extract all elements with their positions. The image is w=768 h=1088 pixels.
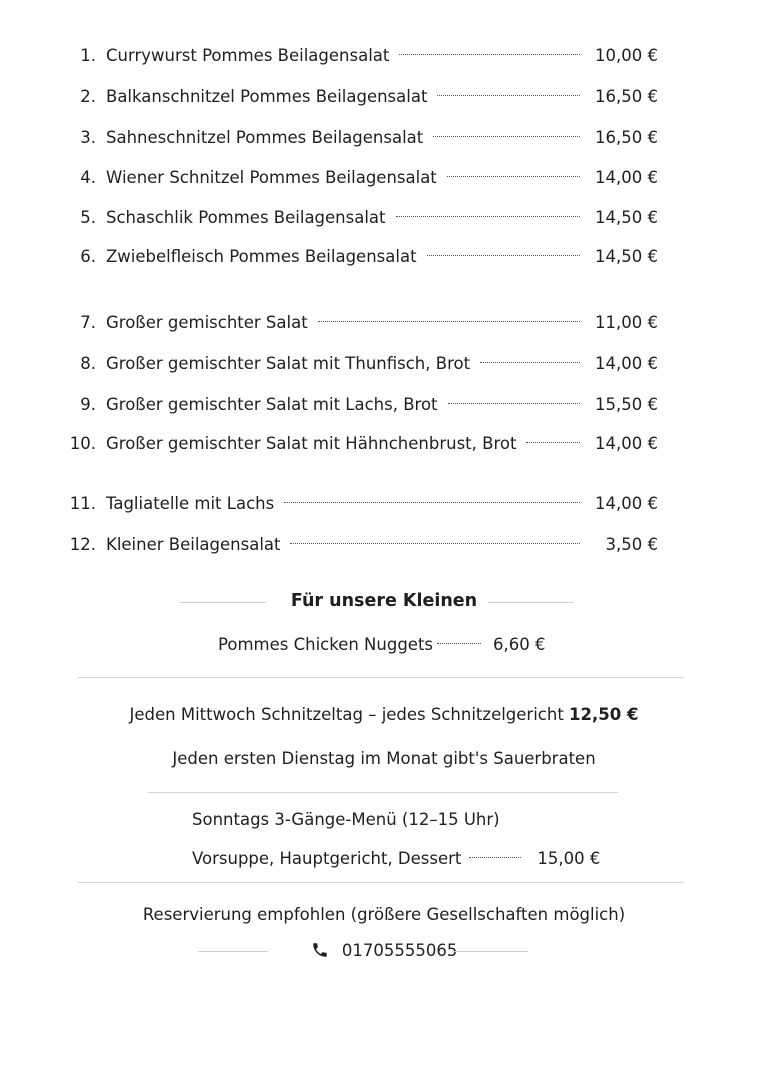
item-price: 14,50 € (595, 208, 658, 227)
dot-leader (399, 37, 580, 61)
menu-item-10 (66, 425, 658, 453)
item-name: Currywurst Pommes Beilagensalat (106, 46, 390, 65)
tuesday-special: Jeden ersten Dienstag im Monat gibt's Sauerbraten (172, 749, 596, 768)
item-price: 14,50 € (595, 247, 658, 266)
item-price: 15,50 € (595, 395, 658, 414)
kids-section-title: Für unsere Kleinen (290, 591, 478, 611)
dot-leader (526, 425, 580, 449)
kids-item-name: Pommes Chicken Nuggets (218, 635, 434, 654)
dot-leader (284, 485, 580, 509)
phone-icon (311, 941, 329, 959)
phone-number[interactable]: 01705555065 (341, 941, 458, 960)
dot-leader (290, 526, 580, 550)
sunday-menu-title: Sonntags 3-Gänge-Menü (12–15 Uhr) (192, 810, 500, 829)
item-name: Kleiner Beilagensalat (106, 535, 281, 554)
dot-leader (480, 345, 580, 369)
dot-leader (437, 78, 580, 102)
item-number: 7. (80, 313, 96, 332)
item-name: Großer gemischter Salat mit Thunfisch, Brot (106, 354, 471, 373)
sunday-menu-courses (192, 840, 601, 868)
menu-item-12 (66, 526, 658, 554)
item-number: 3. (80, 128, 96, 147)
kids-item (218, 626, 546, 654)
item-price: 10,00 € (595, 46, 658, 65)
item-price: 14,00 € (595, 354, 658, 373)
item-number: 9. (80, 395, 96, 414)
item-number: 10. (69, 434, 96, 453)
item-name: Großer gemischter Salat (106, 313, 308, 332)
wednesday-special (0, 703, 768, 727)
item-number: 2. (80, 87, 96, 106)
dot-leader (437, 626, 481, 650)
dot-leader (396, 199, 580, 223)
dot-leader (448, 386, 580, 410)
item-number: 6. (80, 247, 96, 266)
dot-leader (469, 840, 521, 864)
item-name: Tagliatelle mit Lachs (106, 494, 275, 513)
item-price: 11,00 € (595, 313, 658, 332)
wednesday-special-price: 12,50 € (569, 705, 639, 724)
menu-item-8 (66, 345, 658, 373)
divider (78, 677, 684, 678)
menu-item-4 (66, 159, 658, 187)
sunday-menu-price: 15,00 € (537, 849, 601, 868)
dot-leader (447, 159, 580, 183)
item-number: 1. (80, 46, 96, 65)
item-price: 14,00 € (595, 168, 658, 187)
sunday-courses-text: Vorsuppe, Hauptgericht, Dessert (192, 849, 462, 868)
menu-item-1 (66, 37, 658, 65)
menu-item-7 (66, 304, 658, 332)
reservation-note: Reservierung empfohlen (größere Gesellschaften möglich) (142, 905, 626, 924)
wednesday-special-text: Jeden Mittwoch Schnitzeltag – jedes Schnitzelgericht (129, 705, 564, 724)
item-name: Großer gemischter Salat mit Hähnchenbrust, Brot (106, 434, 517, 453)
menu-item-2 (66, 78, 658, 106)
item-name: Zwiebelfleisch Pommes Beilagensalat (106, 247, 417, 266)
divider (78, 882, 684, 883)
item-name: Sahneschnitzel Pommes Beilagensalat (106, 128, 424, 147)
decorative-line-right (452, 951, 528, 952)
menu-item-9 (66, 386, 658, 414)
item-number: 11. (69, 494, 96, 513)
decorative-line-right (488, 602, 574, 603)
item-price: 16,50 € (595, 87, 658, 106)
item-price: 3,50 € (605, 535, 658, 554)
item-name: Schaschlik Pommes Beilagensalat (106, 208, 386, 227)
item-price: 14,00 € (595, 494, 658, 513)
dot-leader (427, 238, 580, 262)
menu-item-3 (66, 119, 658, 147)
menu-item-5 (66, 199, 658, 227)
dot-leader (433, 119, 580, 143)
menu-item-11 (66, 485, 658, 513)
phone-contact (0, 939, 768, 963)
item-name: Balkanschnitzel Pommes Beilagensalat (106, 87, 428, 106)
item-number: 5. (80, 208, 96, 227)
item-number: 8. (80, 354, 96, 373)
menu-item-6 (66, 238, 658, 266)
item-name: Großer gemischter Salat mit Lachs, Brot (106, 395, 438, 414)
dot-leader (318, 304, 580, 328)
item-price: 16,50 € (595, 128, 658, 147)
item-name: Wiener Schnitzel Pommes Beilagensalat (106, 168, 437, 187)
kids-item-price: 6,60 € (493, 635, 546, 654)
item-number: 12. (69, 535, 96, 554)
item-price: 14,00 € (595, 434, 658, 453)
divider (148, 792, 618, 793)
item-number: 4. (80, 168, 96, 187)
